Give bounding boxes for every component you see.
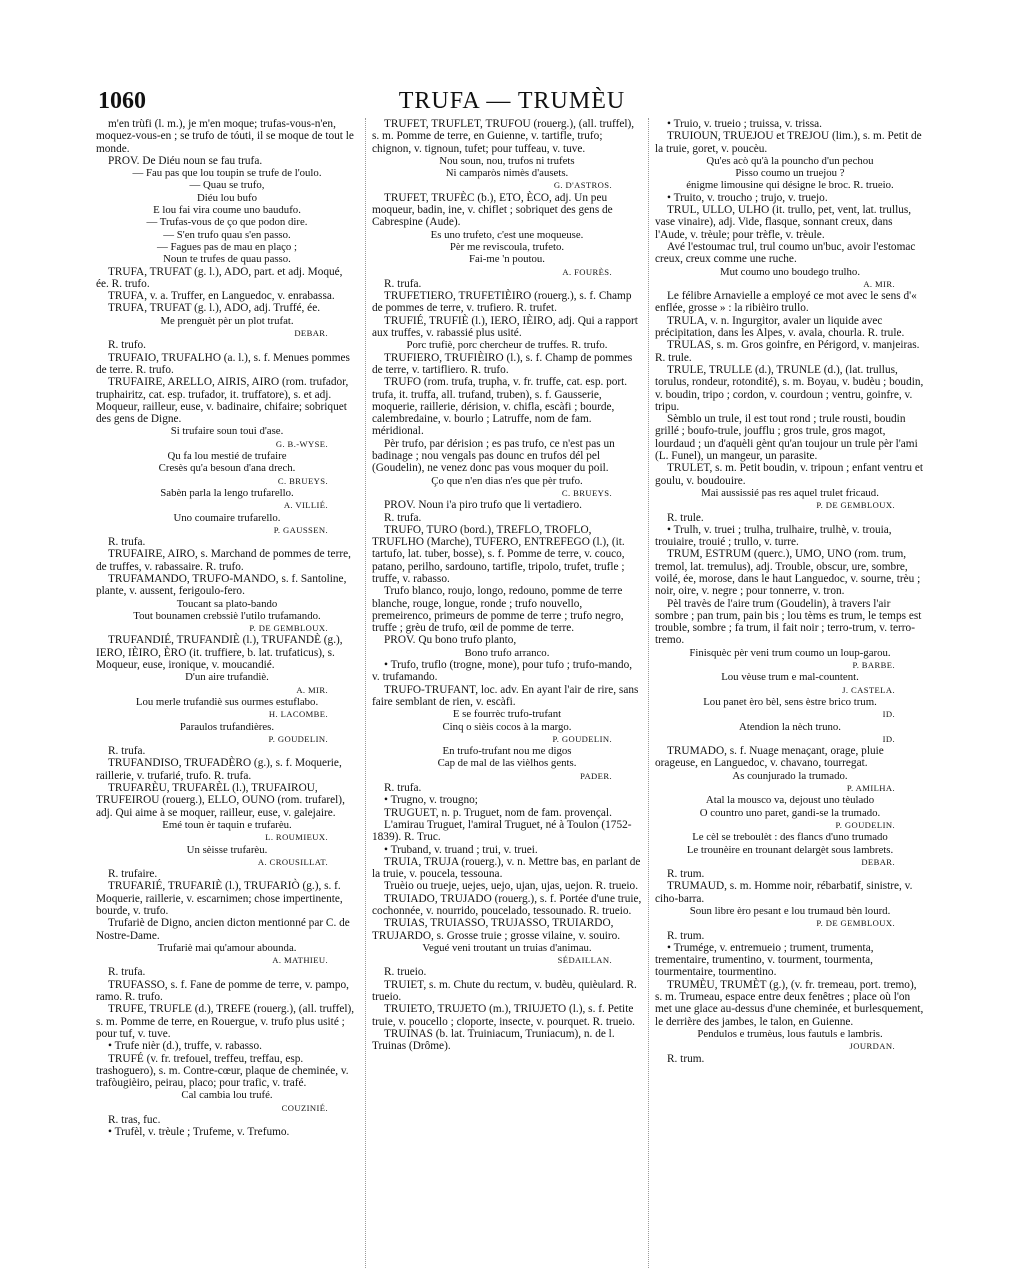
column-paragraph: J. CASTELA. (842, 684, 895, 695)
column-paragraph: TRUL, ULLO, ULHO (it. trullo, pet, vent, lat. trullus, vase vinaire), adj. Vide, flasque, sonnant creux, dans l'Aude, v. trèule; pour trèfle, v. trèule. (655, 204, 912, 241)
column-paragraph: R. tras, fuc. (108, 1114, 161, 1127)
column-paragraph: Un sèisse trufarèu. (186, 843, 268, 856)
column-paragraph: énigme limousine qui désigne le broc. R. trueio. (686, 179, 894, 192)
column-paragraph: Vegué veni troutant un truias d'animau. (422, 941, 592, 954)
column-paragraph: Le trounèire en trounant delargèt sous lambrets. (686, 843, 894, 856)
column-paragraph: Trufariè mai qu'amour abounda. (157, 941, 297, 954)
column-paragraph: TRUFAIO, TRUFALHO (a. l.), s. f. Menues pommes de terre. R. trufo. (96, 351, 350, 376)
column-paragraph: TRUIETO, TRUJETO (m.), TRIUJETO (l.), s. f. Petite truie, v. poucello ; cloporte, insecte, v. pourquet. R. trueio. (372, 1003, 635, 1028)
column-paragraph: Pèr trufo, par dérision ; es pas trufo, ce n'est pas un badinage ; nou vengals pas dounc en trufos dél pel (Goudelin), ne venez donc pas vous moquer du poil. (372, 437, 615, 475)
column-paragraph: TRUFASSO, s. f. Fane de pomme de terre, v. pampo, ramo. R. trufo. (96, 978, 349, 1004)
column-paragraph: TRUMAUD, s. m. Homme noir, rébarbatif, sinistre, v. ciho-barra. (655, 880, 913, 905)
page-number: 1060 (98, 88, 146, 114)
column-paragraph: R. trufa. (384, 782, 422, 795)
column-paragraph: P. GOUDELIN. (268, 733, 328, 744)
column-paragraph: Atendion la nèch truno. (739, 720, 841, 733)
column-paragraph: m'en trùfi (l. m.), je m'en moque; trufas-vous-n'en, moquez-vous-en ; se trufo de tóuti, il se moque de tout le monde. (96, 118, 354, 155)
column-paragraph: A. MIR. (863, 278, 895, 289)
column-paragraph: R. trufa. (384, 511, 422, 524)
column-paragraph: A. CROUSILLAT. (257, 856, 328, 867)
column-paragraph: P. DE GEMBLOUX. (816, 918, 895, 929)
column-paragraph: TRUFAIRE, ARELLO, AIRIS, AIRO (rom. trufador, truphairitz, cat. esp. trufador, it. truffatore), s. et adj. Moqueur, railleur, euse, v. badinaire, chifaire; sobriquet des gens de Digne. (96, 376, 349, 426)
column-paragraph: TRUMADO, s. f. Nuage menaçant, orage, pluie orageuse, en Languedoc, v. chavano, tourregat. (655, 745, 884, 770)
column-paragraph: Le cèl se treboulèt : des flancs d'uno trumado (692, 831, 888, 844)
column-1 (96, 118, 358, 1268)
column-paragraph: TRUM, ESTRUM (querc.), UMO, UNO (rom. trum, tremol, lat. tremulus), adj. Trouble, obscur, ure, sombre, voilé, ée, morose, dans le haut Languedoc, v. sourne, trèu ; noir, oire, v. negre ; pour tonnerre, v. tron. (655, 548, 921, 598)
column-paragraph: Cap de mal de las vièlhos gents. (437, 757, 577, 770)
column-paragraph: Sabèn parla la lengo trufarello. (160, 486, 294, 499)
column-paragraph: TRUFE, TRUFLE (d.), TREFE (rouerg.), (all. truffel), s. m. Pomme de terre, en Rouergue, v. trufo plus usité ; pour tuf, v. tuve. (96, 1003, 355, 1040)
column-paragraph: TRUFO-TRUFANT, loc. adv. En ayant l'air de rire, sans faire semblant de rien, v. escàfi. (372, 683, 639, 708)
column-paragraph: Pèr me reviscoula, trufeto. (449, 240, 565, 253)
column-paragraph: TRUFANDIÉ, TRUFANDIÈ (l.), TRUFANDÈ (g.), IERO, IÈIRO, ÈRO (it. truffiere, b. lat. trufaticus), s. Moqueur, euse, ironique, v. moucandié. (96, 634, 343, 672)
column-paragraph: TRUIAS, TRUIASSO, TRUJASSO, TRUIARDO, TRUJARDO, s. Grosse truie ; grosse vilaine, v. souiro. (372, 917, 621, 942)
column-paragraph: E se fourrèc trufo-trufant (452, 708, 562, 721)
column-paragraph: — Fau pas que lou toupin se trufe de l'oulo. (132, 167, 322, 180)
column-paragraph: Cal cambia lou trufé. (181, 1089, 273, 1102)
column-paragraph: TRULET, s. m. Petit boudin, v. tripoun ; enfant ventru et goulu, v. boudouire. (655, 462, 924, 487)
column-paragraph: P. BARBE. (852, 660, 895, 671)
column-paragraph: • Truio, v. trueio ; truissa, v. trissa. (667, 118, 823, 130)
column-paragraph: Mut coumo uno boudego trulho. (719, 265, 861, 278)
column-paragraph: Lou vèuse trum e mal-countent. (721, 671, 859, 684)
column-paragraph: A. MIR. (296, 684, 328, 695)
column-paragraph: — Quau se trufo, (189, 179, 265, 192)
column-paragraph: Pisso coumo un truejou ? (735, 167, 845, 180)
column-paragraph: TRUFIÉ, TRUFIÈ (l.), IERO, IÈIRO, adj. Qui a rapport aux truffes, v. rabassié plus usité. (372, 314, 638, 340)
column-paragraph: — Trufas-vous de ço que podon dire. (146, 216, 308, 229)
column-paragraph: Soun libre èro pesant e lou trumaud bèn lourd. (689, 905, 891, 917)
column-paragraph: TRUFAIRE, AIRO, s. Marchand de pommes de terre, de truffes, v. rabassaire. R. trufo. (96, 548, 351, 573)
column-paragraph: TRUFA, TRUFAT (g. l.), ADO, part. et adj. Moqué, ée. R. trufo. (96, 265, 343, 290)
column-paragraph: P. DE GEMBLOUX. (249, 623, 328, 634)
column-paragraph: Toucant sa plato-bando (176, 597, 278, 610)
column-paragraph: Nou soun, nou, trufos ni trufets (439, 154, 575, 167)
column-paragraph: • Trufe nièr (d.), truffe, v. rabasso. (108, 1040, 262, 1053)
column-paragraph: As counjurado la trumado. (732, 769, 848, 782)
column-paragraph: • Trufèl, v. trèule ; Trufeme, v. Trefumo. (108, 1126, 290, 1139)
column-paragraph: TRULE, TRULLE (d.), TRUNLE (d.), (lat. trullus, torulus, rondeur, rotondité), s. m. Boyau, v. budèu ; boudin, v. boudin, tripo ; cordon, v. courdoun ; ventru, goinfre, v. tripu. (655, 363, 924, 413)
column-paragraph: Atal la mousco va, dejoust uno tèulado (705, 794, 875, 807)
column-paragraph: R. trule. (667, 511, 704, 524)
column-paragraph: TRUFO (rom. trufa, trupha, v. fr. truffe, cat. esp. port. trufa, it. truffa, all. trufand, truben), s. f. Gausserie, moquerie, raillerie, dérision, v. chifla, escàfi ; bourde, calembredaine, v. bourlo ; Latruffe, nom de fam. méridional. (372, 376, 628, 438)
column-paragraph: Pendulos e trumèus, lous fautuls e lambris. (697, 1027, 883, 1040)
column-paragraph: PROV. Noun i'a piro trufo que li vertadiero. (384, 499, 582, 512)
column-paragraph: TRULA, v. n. Ingurgitor, avaler un liquide avec précipitation, dans les Alpes, v. avala, chourla. R. trule. (655, 314, 905, 340)
column-paragraph: Me prenguèt pèr un plot trufat. (160, 314, 294, 327)
column-paragraph: • Trulh, v. truei ; trulha, trulhaire, trulhè, v. trouia, trouiaire, trouié ; trullo, v. turre. (655, 523, 892, 549)
column-paragraph: R. trufo. (108, 339, 146, 352)
column-paragraph: DEBAR. (861, 856, 895, 867)
column-paragraph: C. BRUEYS. (277, 475, 328, 486)
column-3 (655, 118, 925, 1268)
column-paragraph: Noun te trufes de quau passo. (163, 253, 291, 266)
column-paragraph: — S'en trufo quau s'en passo. (163, 228, 291, 241)
column-paragraph: TRUINAS (b. lat. Truiniacum, Truniacum), n. de l. Truinas (Drôme). (372, 1027, 615, 1053)
column-paragraph: A. FOURÈS. (562, 266, 612, 277)
column-paragraph: D'un aire trufandiè. (185, 671, 269, 684)
column-paragraph: Si trufaire soun toui d'ase. (170, 425, 284, 438)
column-paragraph: Trufo blanco, roujo, longo, redouno, pomme de terre blanche, rouge, longue, ronde ; trufo nouvello, premeirenco, primeurs de pomme de terre ; trufo negro, truffe ; grèu de trufo, œil de pomme de terre. (372, 585, 624, 635)
column-paragraph: L'amirau Truguet, l'amiral Truguet, né à Toulon (1752-1839). R. Truc. (372, 818, 632, 844)
column-paragraph: TRUFANDISO, TRUFADÈRO (g.), s. f. Moquerie, raillerie, v. trufarié, trufo. R. trufa. (96, 757, 342, 782)
column-paragraph: P. AMILHA. (846, 783, 895, 794)
column-paragraph: TRUFA, TRUFAT (g. l.), ADO, adj. Truffé, ée. (108, 302, 321, 315)
column-paragraph: TRUFIERO, TRUFIÈIRO (l.), s. f. Champ de pommes de terre, v. tartifliero. R. trufo. (372, 351, 633, 376)
column-paragraph: TRUIET, s. m. Chute du rectum, v. budèu, quièulard. R. trueio. (372, 978, 637, 1004)
column-paragraph: Porc trufiè, porc chercheur de truffes. R. trufo. (406, 339, 608, 352)
column-paragraph: H. LACOMBE. (268, 709, 328, 720)
column-paragraph: Qu'es acò qu'à la pouncho d'un pechou (706, 154, 874, 167)
column-paragraph: TRUFETIERO, TRUFETIÈIRO (rouerg.), s. f. Champ de pommes de terre, v. trufiero. R. trufet. (372, 290, 632, 315)
column-paragraph: Paraulos trufandières. (179, 720, 275, 733)
column-paragraph: R. trufaire. (108, 868, 158, 881)
column-paragraph: P. DE GEMBLOUX. (816, 500, 895, 511)
column-paragraph: P. GOUDELIN. (552, 733, 612, 744)
column-paragraph: Cinq o sièis cocos à la margo. (442, 720, 572, 733)
column-divider (365, 118, 366, 1268)
column-paragraph: TRUIADO, TRUJADO (rouerg.), s. f. Portée d'une truie, cochonnée, v. nourrido, poucelado, tessounado. R. trueio. (372, 892, 642, 917)
column-paragraph: Pèl travès de l'aire trum (Goudelin), à travers l'air sombre ; pan trum, pain bis ; lou tèms es trum, le temps est trouble, sombre ; fa trum, il fait noir ; terro-trum, v. terro-tremo. (655, 597, 922, 647)
column-paragraph: G. B.-WYSE. (275, 438, 328, 449)
column-paragraph: R. trueio. (384, 966, 427, 979)
column-paragraph: TRUFET, TRUFLET, TRUFOU (rouerg.), (all. truffel), s. m. Pomme de terre, en Guienne, v. tartifle, trufo; chignon, v. tignoun, tufet; pour tuffeau, v. tuve. (372, 118, 635, 155)
column-paragraph: TRUFÉ (v. fr. trefouel, treffeu, treffau, esp. trashoguero), s. m. Contre-cœur, plaque de cheminée, v. trafòugièiro, peirau, placo; pour trafic, v. trafé. (96, 1052, 349, 1090)
column-paragraph: PROV. De Diéu noun se fau trufa. (108, 154, 263, 167)
column-paragraph: TRUIA, TRUJA (rouerg.), v. n. Mettre bas, en parlant de la truie, v. poucela, tessouna. (372, 855, 641, 881)
column-paragraph: — Fagues pas de mau en plaço ; (156, 240, 298, 253)
column-paragraph: Tout bounamen crebssiè l'utilo trufamando. (133, 609, 321, 622)
column-paragraph: R. trum. (667, 929, 705, 942)
column-paragraph: • Trumége, v. entremueio ; trument, trumenta, trementaire, trumentino, v. tourment, tourmenta, tourmentaire, tourmentino. (655, 941, 874, 979)
column-paragraph: P. GAUSSEN. (273, 524, 328, 535)
column-paragraph: Lou merle trufandiè sus ourmes estuflabo. (135, 695, 319, 708)
column-paragraph: Fai-me 'n poutou. (468, 253, 546, 266)
column-paragraph: Ni camparòs nimès d'ausets. (445, 167, 569, 180)
column-paragraph: PROV. Qu bono trufo planto, (384, 634, 517, 647)
column-paragraph: R. trufa. (108, 966, 146, 979)
column-paragraph: TRUFAMANDO, TRUFO-MANDO, s. f. Santoline, plante, v. aussent, ferigoulo-fero. (96, 572, 347, 598)
column-paragraph: C. BRUEYS. (561, 487, 612, 498)
column-paragraph: • Truito, v. troucho ; trujo, v. truejo. (667, 191, 828, 204)
column-paragraph: TRUFA, v. a. Truffer, en Languedoc, v. enrabassa. (108, 290, 335, 303)
column-paragraph: R. trufa. (384, 277, 422, 290)
column-paragraph: Trufariè de Digno, ancien dicton mentionné par C. de Nostre-Dame. (96, 917, 350, 942)
column-paragraph: TRUGUET, n. p. Truguet, nom de fam. provençal. (384, 806, 612, 819)
column-paragraph: A. MATHIEU. (272, 955, 328, 966)
running-head: TRUFA — TRUMÈU (398, 88, 626, 114)
column-paragraph: JOURDAN. (849, 1041, 895, 1052)
column-paragraph: Finisquèc pèr veni trum coumo un loup-garou. (689, 646, 891, 659)
column-paragraph: Diéu lou bufo (197, 191, 257, 204)
column-paragraph: O countro uno paret, gandi-se la trumado. (699, 806, 881, 819)
column-paragraph: ID. (882, 733, 895, 744)
column-paragraph: Lou panet èro bèl, sens èstre brico trum. (703, 695, 877, 708)
column-paragraph: TRUFARIÉ, TRUFARIÈ (l.), TRUFARIÒ (g.), s. f. Moquerie, raillerie, v. escarnimen; chose impertinente, bourde, v. trufo. (96, 880, 343, 917)
column-paragraph: TRUMÈU, TRUMÈT (g.), (v. fr. tremeau, port. tremo), s. m. Trumeau, espace entre deux fenêtres ; place où l'on met une glace au-dessus d'une cheminée, et burlesquement, le derrière des jambes, le talon, en Guienne. (655, 978, 924, 1028)
column-divider (648, 118, 649, 1268)
column-paragraph: Avé l'estoumac trul, trul coumo un'buc, avoir l'estomac creux, creux comme une ruche. (655, 240, 916, 266)
column-paragraph: E lou fai vira coume uno baudufo. (153, 204, 301, 217)
column-paragraph: G. D'ASTROS. (553, 180, 612, 191)
column-paragraph: Bono trufo arranco. (464, 646, 550, 659)
column-paragraph: TRUIOUN, TRUEJOU et TREJOU (lim.), s. m. Petit de la truie, goret, v. poucèu. (655, 130, 922, 155)
column-paragraph: Sèmblo un trule, il est tout rond ; trule rousti, boudin grillé ; boufo-trule, joufflu ; gros trule, gros magot, lourdaud ; un d'aquèli gènt qu'an toujour un trule pèr l'ami (L. Funel), un mangeur, un parasite. (655, 413, 918, 463)
column-paragraph: Es uno trufeto, c'est une moqueuse. (430, 228, 584, 241)
column-paragraph: TRUFARÈU, TRUFARÈL (l.), TRUFAIROU, TRUFEIROU (rouerg.), ELLO, OUNO (rom. trufarel), adj. Qui aime à se moquer, railleur, euse, v. galejaire. (96, 782, 345, 819)
column-paragraph: COUZINIÉ. (281, 1102, 328, 1113)
column-paragraph: TRULAS, s. m. Gros goinfre, en Périgord, v. manjeiras. R. trule. (655, 339, 920, 364)
column-paragraph: SÉDAILLAN. (557, 955, 612, 966)
column-paragraph: R. trum. (667, 868, 705, 881)
column-paragraph: • Trugno, v. trougno; (384, 794, 478, 807)
column-paragraph: PADER. (580, 770, 612, 781)
column-paragraph: • Truband, v. truand ; trui, v. truei. (384, 843, 538, 856)
column-paragraph: P. GOUDELIN. (835, 819, 895, 830)
column-paragraph: L. ROUMIEUX. (265, 832, 328, 843)
column-paragraph: TRUFET, TRUFÈC (b.), ETO, ÈCO, adj. Un peu moqueur, badin, ine, v. chiflet ; sobriquet des gens de Cabrespine (Aude). (372, 191, 613, 229)
column-paragraph: ID. (882, 709, 895, 720)
column-paragraph: DEBAR. (294, 328, 328, 339)
column-paragraph: Mai aussissié pas res aquel trulet fricaud. (701, 486, 879, 499)
column-paragraph: En trufo-trufant nou me digos (442, 745, 572, 758)
column-paragraph: Truèio ou trueje, uejes, uejo, ujan, ujas, uejon. R. trueio. (384, 880, 639, 893)
column-paragraph: R. trufa. (108, 536, 146, 549)
column-paragraph: Ço que n'en dias n'es que pèr trufo. (431, 474, 583, 487)
column-paragraph: A. VILLIÉ. (283, 500, 328, 511)
column-paragraph: Cresès qu'a besoun d'ana drech. (158, 462, 296, 475)
column-paragraph: TRUFO, TURO (bord.), TREFLO, TROFLO, TRUFLHO (Marche), TUFERO, ENTREFEGO (l.), (it. tartufo, lat. tuber, bosse), s. f. Pomme de terre, v. couco, patano, perilho, sardouno, tartifle, tripolo, trufet, trufle ; truffe, v. rabasso. (372, 523, 625, 585)
column-paragraph: R. trufa. (108, 745, 146, 758)
column-2 (372, 118, 642, 1268)
column-paragraph: Uno coumaire trufarello. (173, 511, 281, 524)
column-paragraph: • Trufo, truflo (trogne, mone), pour tufo ; trufo-mando, v. trufamando. (372, 659, 633, 684)
column-paragraph: Emé toun èr taquin e trufarèu. (162, 818, 292, 831)
column-paragraph: R. trum. (667, 1052, 705, 1065)
column-paragraph: Le félibre Arnavielle a employé ce mot avec le sens d'« enflée, grosse » : la ribièiro trullo. (655, 290, 917, 315)
column-paragraph: Qu fa lou mestié de trufaire (167, 450, 287, 463)
